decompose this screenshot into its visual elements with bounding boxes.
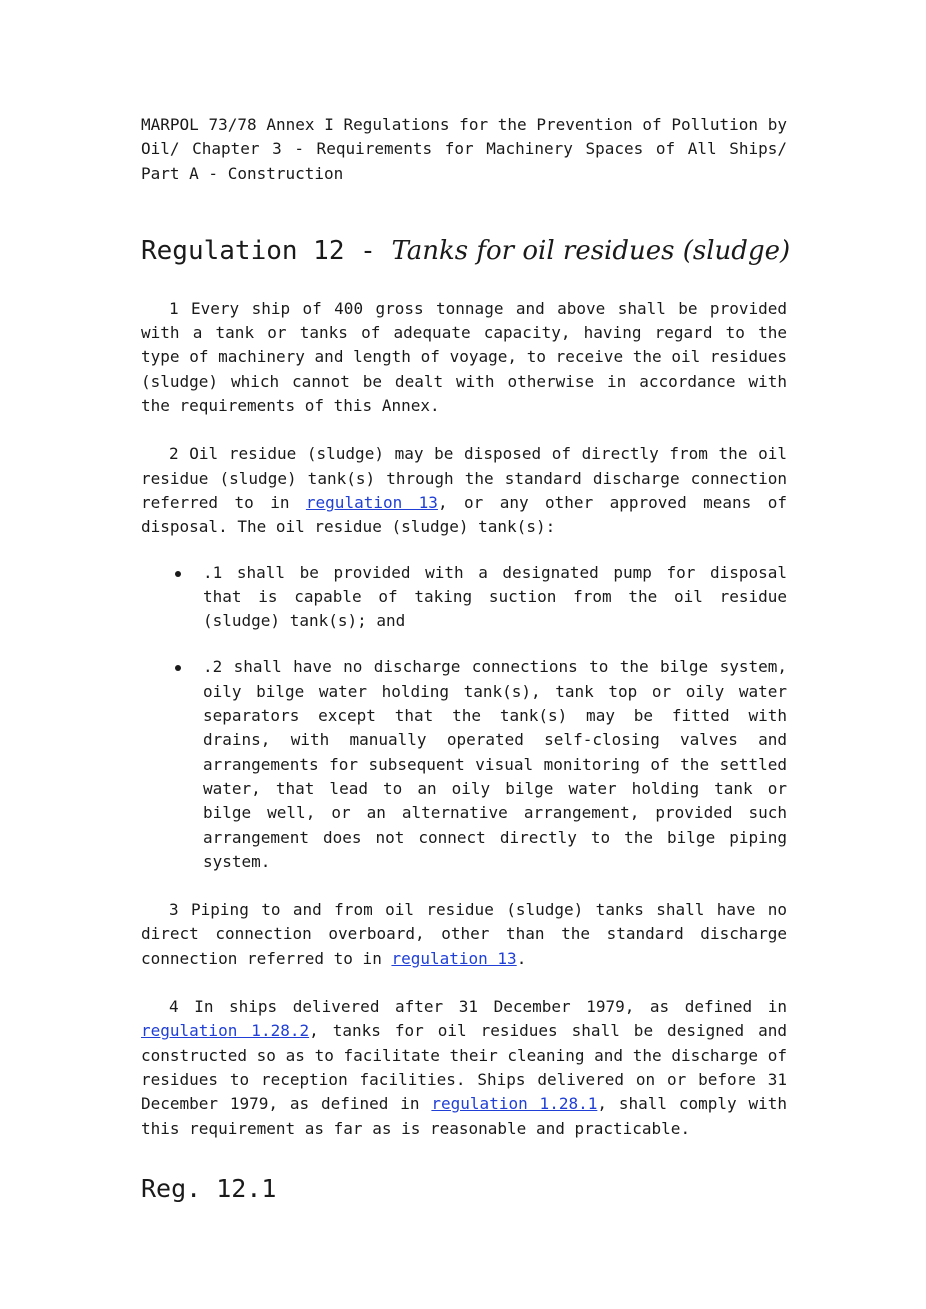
paragraph-4 [141,995,787,1141]
paragraph-4-text-end: , shall comply with this requirement as far as is reasonable and practicable. [141,1094,787,1138]
regulation-1-28-2-link[interactable]: regulation 1.28.2 [141,1021,310,1041]
bullet-icon [175,571,181,577]
paragraph-2-text-end: , or any other approved means of disposal. The oil residue (sludge) tank(s): [141,492,787,537]
tank-requirements-list [141,561,787,875]
paragraph-3 [141,898,787,971]
paragraph-3-text-start: 3 Piping to and from oil residue (sludge) tanks shall have no direct connection overboard, other than the standard discharge connection referred to in [141,900,787,968]
paragraph-4-text-middle: , tanks for oil residues shall be designed and constructed so as to facilitate their cleaning and the discharge of residues to reception facilities. Ships delivered on or before 31 December 1979, as defined in [141,1021,787,1114]
section-subheading: Reg. 12.1 [141,1173,277,1203]
bullet-icon [175,665,181,671]
paragraph-3-text-end: . [516,948,527,968]
paragraph-2 [141,442,787,539]
regulation-13-link[interactable]: regulation 13 [305,492,438,512]
list-item-text: .1 shall be provided with a designated pump for disposal that is capable of taking suction from the oil residue (sludge) tank(s); and [203,562,787,631]
list-item [141,561,787,634]
document-content [141,113,791,1204]
list-item [141,655,787,874]
page-title [141,235,791,267]
page-title-prefix: Regulation 12 - [141,235,392,266]
page-title-subject: Tanks for oil residues (sludge) [391,235,791,266]
breadcrumb: MARPOL 73/78 Annex I Regulations for the Prevention of Pollution by Oil/ Chapter 3 - Requirements for Machinery Spaces of All Ships/ Part A - Construction [141,115,787,183]
paragraph-1: 1 Every ship of 400 gross tonnage and above shall be provided with a tank or tanks of adequate capacity, having regard to the type of machinery and length of voyage, to receive the oil residues (sludge) which cannot be dealt with otherwise in accordance with the requirements of this Annex. [141,298,787,416]
regulation-1-28-1-link[interactable]: regulation 1.28.1 [431,1094,598,1114]
paragraph-4-text-start: 4 In ships delivered after 31 December 1979, as defined in [169,997,787,1017]
paragraph-2-text-start: 2 Oil residue (sludge) may be disposed of directly from the oil residue (sludge) tank(s) through the standard discharge connection referred to in [141,444,787,512]
list-item-text: .2 shall have no discharge connections to the bilge system, oily bilge water holding tank(s), tank top or oily water separators except that the tank(s) may be fitted with drains, with manually operated self-closing valves and arrangements for subsequent visual monitoring of the settled water, that lead to an oily bilge water holding tank or bilge well, or an alternative arrangement, provided such arrangement does not connect directly to the bilge piping system. [203,657,787,871]
regulation-13-link[interactable]: regulation 13 [391,948,517,968]
